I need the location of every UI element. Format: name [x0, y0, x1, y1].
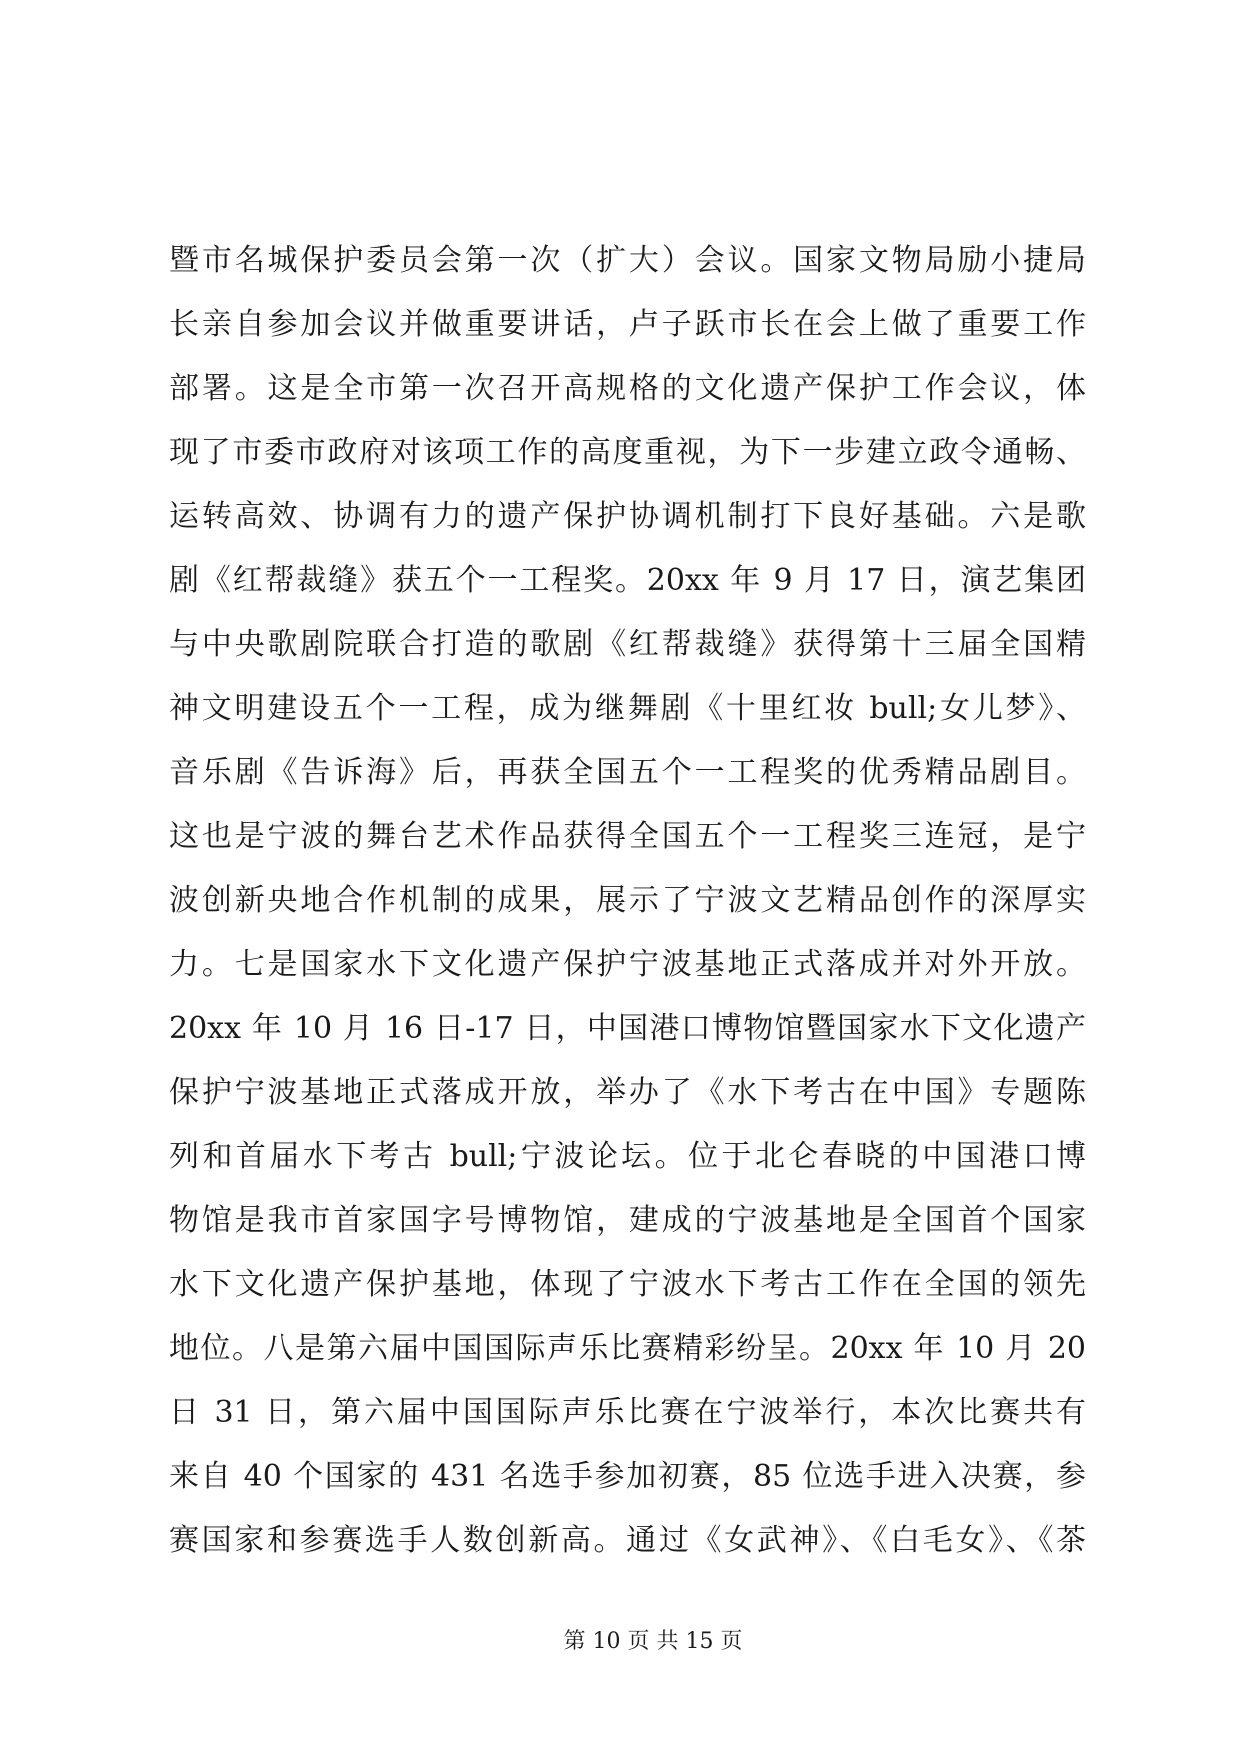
body-line: 与中央歌剧院联合打造的歌剧《红帮裁缝》获得第十三届全国精	[169, 627, 1086, 662]
body-line: 物馆是我市首家国字号博物馆，建成的宁波基地是全国首个国家	[169, 1203, 1086, 1238]
body-line: 20xx 年 10 月 16 日-17 日，中国港口博物馆暨国家水下文化遗产	[169, 1011, 1086, 1046]
body-line: 暨市名城保护委员会第一次（扩大）会议。国家文物局励小捷局	[169, 243, 1086, 278]
body-line: 地位。八是第六届中国国际声乐比赛精彩纷呈。20xx 年 10 月 20	[169, 1331, 1086, 1366]
body-line: 长亲自参加会议并做重要讲话，卢子跃市长在会上做了重要工作	[169, 307, 1086, 342]
page-number-footer: 第 10 页 共 15 页	[563, 1629, 743, 1654]
body-line: 来自 40 个国家的 431 名选手参加初赛，85 位选手进入决赛，参	[169, 1459, 1086, 1494]
body-line: 列和首届水下考古 bull;宁波论坛。位于北仑春晓的中国港口博	[169, 1139, 1086, 1174]
body-line: 水下文化遗产保护基地，体现了宁波水下考古工作在全国的领先	[169, 1267, 1086, 1302]
body-line: 力。七是国家水下文化遗产保护宁波基地正式落成并对外开放。	[169, 947, 1086, 982]
body-text	[169, 229, 1086, 1573]
body-line: 赛国家和参赛选手人数创新高。通过《女武神》、《白毛女》、《茶	[169, 1523, 1086, 1558]
body-line: 这也是宁波的舞台艺术作品获得全国五个一工程奖三连冠，是宁	[169, 819, 1086, 854]
body-line: 现了市委市政府对该项工作的高度重视，为下一步建立政令通畅、	[169, 435, 1086, 470]
body-line: 部署。这是全市第一次召开高规格的文化遗产保护工作会议，体	[169, 371, 1086, 406]
body-line: 保护宁波基地正式落成开放，举办了《水下考古在中国》专题陈	[169, 1075, 1086, 1110]
body-line: 剧《红帮裁缝》获五个一工程奖。20xx 年 9 月 17 日，演艺集团	[169, 563, 1086, 598]
body-line: 神文明建设五个一工程，成为继舞剧《十里红妆 bull;女儿梦》、	[169, 691, 1086, 726]
body-line: 波创新央地合作机制的成果，展示了宁波文艺精品创作的深厚实	[169, 883, 1086, 918]
body-line: 日 31 日，第六届中国国际声乐比赛在宁波举行，本次比赛共有	[169, 1395, 1086, 1430]
body-line: 运转高效、协调有力的遗产保护协调机制打下良好基础。六是歌	[169, 499, 1086, 534]
body-line: 音乐剧《告诉海》后，再获全国五个一工程奖的优秀精品剧目。	[169, 755, 1086, 790]
